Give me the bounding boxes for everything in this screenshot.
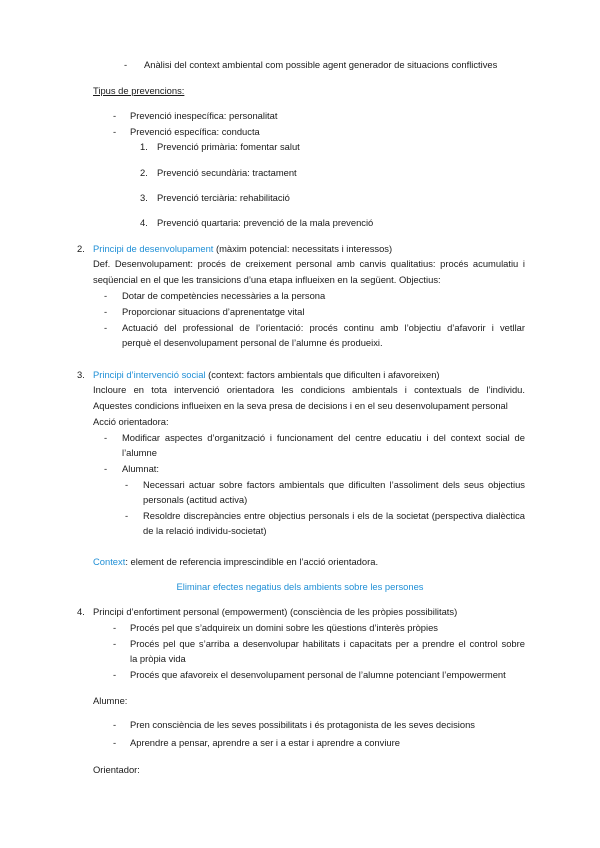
sub-item-1-line-2: personals (actitud activa) [143,494,248,505]
principle-2-heading [93,243,392,255]
objective-1: Dotar de competències necessàries a la persona [122,290,326,301]
dash-bullet: - [113,719,117,730]
prevention-item-1: Prevenció inespecífica: personalitat [130,110,278,121]
empowerment-item-2-line-1: Procés pel que s’arriba a desenvolupar habilitats i capacitats per a prendre el control sobre [130,638,525,649]
empowerment-item-1: Procés pel que s’adquireix un domini sobre les qüestions d’interès pròpies [130,622,438,633]
dash-bullet: - [104,322,108,333]
principle-2-title-rest: (màxim potencial: necessitats i interessos) [213,243,393,254]
dash-bullet: - [113,638,117,649]
principle-3-title-rest: (context: factors ambientals que dificulten i afavoreixen) [205,369,440,380]
principle-3-line-2: Aquestes condicions influeixen en la seva presa de decisions i en el seu desenvolupament personal [93,400,508,411]
context-text: : element de referencia imprescindible en l’acció orientadora. [125,556,379,567]
dash-bullet: - [113,110,117,121]
dash-bullet: - [124,59,128,70]
dash-bullet: - [125,479,129,490]
principle-4-heading: Principi d’enfortiment personal (empowerment) (consciència de les pròpies possibilitats) [93,606,458,617]
dash-bullet: - [104,290,108,301]
prevention-heading: Tipus de prevencions: [93,85,185,96]
dash-bullet: - [113,622,117,633]
dash-bullet: - [113,737,117,748]
objective-2: Proporcionar situacions d’aprenentatge vital [122,306,305,317]
dash-bullet: - [104,463,108,474]
dash-bullet: - [104,306,108,317]
list-number: 4. [140,217,148,228]
alumne-item-2: Aprendre a pensar, aprendre a ser i a estar i aprendre a conviure [130,737,400,748]
intro-bullet-text: Anàlisi del context ambiental com possible agent generador de situacions conflictives [144,59,498,70]
sub-item-2-line-1: Resoldre discrepàncies entre objectius personals i els de la societat (perspectiva dialèctica [143,510,525,521]
prevention-item-2: Prevenció específica: conducta [130,126,260,137]
alumne-item-1: Pren consciència de les seves possibilitats i és protagonista de les seves decisions [130,719,475,730]
numbered-item-1: Prevenció primària: fomentar salut [157,141,300,152]
sub-item-1-line-1: Necessari actuar sobre factors ambientals que dificulten l’assoliment dels seus objectius [143,479,525,490]
alumne-label: Alumne: [93,695,128,706]
list-number: 3. [140,192,148,203]
numbered-item-4: Prevenció quartaria: prevenció de la mala prevenció [157,217,374,228]
sub-item-2-line-2: de la relació individu-societat) [143,525,267,536]
dash-bullet: - [113,669,117,680]
orientador-label: Orientador: [93,764,140,775]
principle-3-line-3: Acció orientadora: [93,416,169,427]
action-1-line-2: l’alumne [122,447,157,458]
context-label: Context [93,556,126,567]
principle-3-heading [93,369,440,381]
numbered-item-2: Prevenció secundària: tractament [157,167,297,178]
dash-bullet: - [104,432,108,443]
principle-3-line-1: Incloure en tota intervenció orientadora les condicions ambientals i contextuals de l’individu. [93,384,525,395]
empowerment-item-2-line-2: la pròpia vida [130,653,186,664]
section-number: 4. [77,606,85,617]
list-number: 2. [140,167,148,178]
empowerment-item-3: Procés que afavoreix el desenvolupament personal de l’alumne potenciant l’empowerment [130,669,506,680]
action-1-line-1: Modificar aspectes d’organització i funcionament del centre educatiu i del context social de [122,432,525,443]
objective-3-line-2: perquè el desenvolupament personal de l’alumne és produeixi. [122,337,383,348]
list-number: 1. [140,141,148,152]
principle-3-title: Principi d’intervenció social [93,369,206,380]
dash-bullet: - [125,510,129,521]
section-number: 3. [77,369,85,380]
principle-2-title: Principi de desenvolupament [93,243,214,254]
context-line [93,556,378,568]
action-2-label: Alumnat: [122,463,159,474]
definition-line-1: Def. Desenvolupament: procés de creixement personal amb canvis qualitatius: procés acumulatiu i [93,258,525,269]
dash-bullet: - [113,126,117,137]
objective-3-line-1: Actuació del professional de l’orientació: procés continu amb l’objectiu d’afavorir i vetllar [122,322,525,333]
centered-blue-statement: Eliminar efectes negatius dels ambients sobre les persones [176,581,424,592]
definition-line-2: seqüencial en el que les transicions d’una etapa influeixen en la següent. Objectius: [93,274,441,285]
numbered-item-3: Prevenció terciària: rehabilitació [157,192,290,203]
section-number: 2. [77,243,85,254]
